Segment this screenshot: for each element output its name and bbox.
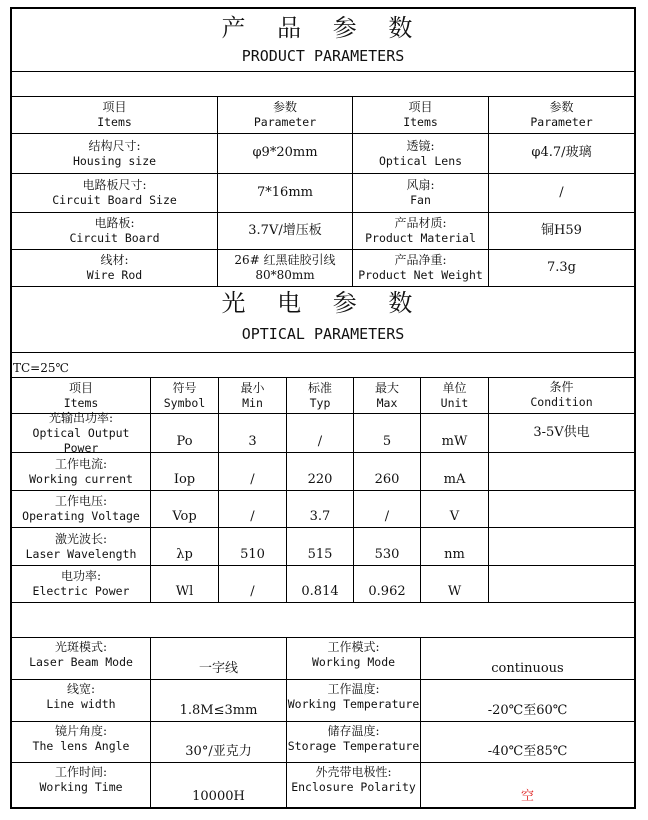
optical-condition-value xyxy=(489,528,634,565)
mode-value-right: 空 xyxy=(520,788,534,804)
wire-rod-value-line1: 26# 红黑硅胶引线 xyxy=(234,253,336,267)
item-cn: 工作电压: xyxy=(54,494,108,509)
header-cn: 参数 xyxy=(272,100,297,115)
header-en: Min xyxy=(242,395,263,410)
optical-typ-value: 515 xyxy=(307,546,333,562)
divider xyxy=(12,602,634,603)
table-row-lens-item xyxy=(353,134,488,173)
header-en: Parameter xyxy=(253,115,317,130)
header-items-2 xyxy=(353,97,488,133)
item-cn: 电路板尺寸: xyxy=(82,178,147,193)
mode-row-item-left xyxy=(12,763,150,807)
item-cn: 外壳带电极性: xyxy=(315,765,392,779)
optical-min-value: / xyxy=(250,583,255,599)
optical-max-value: 260 xyxy=(374,471,400,487)
item-en: Product Material xyxy=(365,231,476,246)
item-cn: 光输出功率: xyxy=(48,411,114,426)
item-cn: 储存温度: xyxy=(327,724,380,738)
optical-header-typ xyxy=(287,378,353,413)
optical-row-item xyxy=(12,491,150,527)
item-en: Optical Output Power xyxy=(32,426,130,455)
optical-min-value: / xyxy=(250,508,255,524)
item-cn: 线宽: xyxy=(66,682,96,696)
header-cn: 项目 xyxy=(408,100,433,115)
optical-unit-value: V xyxy=(449,508,460,524)
header-en: Items xyxy=(403,115,438,130)
table-row-wire-item xyxy=(12,250,217,286)
optical-header-max xyxy=(354,378,420,413)
table-row-housing-item xyxy=(12,134,217,173)
item-cn: 光斑模式: xyxy=(54,640,108,654)
item-cn: 产品材质: xyxy=(394,216,447,231)
mode-row-item-left xyxy=(12,722,150,762)
header-en: Symbol xyxy=(163,395,206,410)
item-en: Laser Beam Mode xyxy=(29,655,133,669)
optical-condition-value xyxy=(489,566,634,602)
header-cn: 标准 xyxy=(307,380,332,395)
item-en: Storage Temperature xyxy=(287,739,420,753)
item-en: Working Time xyxy=(39,780,123,794)
mode-row-item-right xyxy=(287,680,420,721)
optical-typ-value: 3.7 xyxy=(309,508,331,524)
item-en: Optical Lens xyxy=(378,153,463,168)
item-cn: 产品净重: xyxy=(394,253,447,268)
item-en: Working current xyxy=(29,471,133,486)
header-cn: 符号 xyxy=(172,380,197,395)
optical-row-item xyxy=(12,411,150,455)
header-en: Max xyxy=(376,395,398,410)
item-cn: 结构尺寸: xyxy=(88,138,141,153)
header-cn: 最小 xyxy=(240,380,265,395)
product-title-en-text: PRODUCT PARAMETERS xyxy=(241,46,405,65)
optical-symbol-value: Po xyxy=(176,433,193,449)
item-en: Working Temperature xyxy=(287,697,420,711)
item-en: Electric Power xyxy=(32,584,130,599)
header-cn: 参数 xyxy=(549,100,574,115)
table-row-board-size-item xyxy=(12,174,217,212)
item-en: The lens Angle xyxy=(32,739,130,753)
item-cn: 工作电流: xyxy=(54,456,108,471)
item-en: Working Mode xyxy=(311,655,396,669)
item-en: Circuit Board xyxy=(69,231,160,246)
mode-value-left: 30°/亚克力 xyxy=(185,743,252,759)
item-en: Enclosure Polarity xyxy=(291,780,416,794)
header-cn: 单位 xyxy=(442,380,467,395)
item-en: Wire Rod xyxy=(86,268,143,283)
mode-row-item-right xyxy=(287,722,420,762)
mode-value-left: 一字线 xyxy=(198,660,238,676)
optical-min-value: 3 xyxy=(248,433,257,449)
optical-title-en-text: OPTICAL PARAMETERS xyxy=(241,324,405,343)
divider xyxy=(12,352,634,353)
optical-row-item xyxy=(12,528,150,565)
item-cn: 线材: xyxy=(100,253,129,268)
housing-size-value: φ9*20mm xyxy=(252,145,318,161)
header-parameter-1 xyxy=(218,97,352,133)
optical-unit-value: mW xyxy=(441,433,468,449)
item-en: Line width xyxy=(46,697,116,711)
item-cn: 电功率: xyxy=(60,569,102,584)
item-cn: 电路板: xyxy=(94,216,135,231)
mode-row-item-right xyxy=(287,638,420,679)
optical-lens-value: φ4.7/玻璃 xyxy=(531,145,592,161)
optical-title-cn-text: 光 电 参 数 xyxy=(221,289,425,317)
mode-value-right: -40℃至85℃ xyxy=(487,743,568,759)
header-items-1 xyxy=(12,97,217,133)
item-en: Product Net Weight xyxy=(358,268,483,283)
item-en: Circuit Board Size xyxy=(52,193,177,208)
mode-row-item-right xyxy=(287,763,420,807)
item-cn: 风扇: xyxy=(406,178,435,193)
header-en: Condition xyxy=(530,395,593,409)
optical-unit-value: nm xyxy=(444,546,465,562)
product-title-en xyxy=(12,45,634,67)
header-en: Unit xyxy=(440,395,469,410)
item-cn: 激光波长: xyxy=(54,531,108,546)
wire-rod-value xyxy=(218,250,352,286)
optical-symbol-value: Vop xyxy=(172,508,197,524)
mode-value-left: 10000H xyxy=(192,788,245,804)
header-en: Parameter xyxy=(530,115,593,130)
optical-title-en xyxy=(12,322,634,346)
mode-value-left: 1.8M≤3mm xyxy=(179,702,258,718)
optical-row-item xyxy=(12,453,150,490)
item-cn: 工作模式: xyxy=(327,640,380,654)
mode-row-item-left xyxy=(12,638,150,679)
item-en: Laser Wavelength xyxy=(25,546,137,561)
net-weight-value: 7.3g xyxy=(547,259,576,275)
fan-value: / xyxy=(559,184,564,200)
item-cn: 工作温度: xyxy=(327,682,380,696)
header-en: Items xyxy=(97,115,132,130)
optical-min-value: / xyxy=(250,471,255,487)
optical-max-value: 5 xyxy=(382,433,392,449)
item-en: Operating Voltage xyxy=(22,509,140,524)
item-cn: 工作时间: xyxy=(54,765,108,779)
table-row-fan-item xyxy=(353,174,488,212)
optical-condition-value xyxy=(489,491,634,527)
divider xyxy=(12,71,634,72)
optical-header-symbol xyxy=(151,378,218,413)
optical-header-condition xyxy=(489,378,634,413)
optical-unit-value: W xyxy=(447,583,462,599)
header-cn: 条件 xyxy=(549,380,574,394)
header-cn: 最大 xyxy=(374,380,399,395)
item-cn: 镜片角度: xyxy=(54,724,108,738)
header-en: Typ xyxy=(309,395,331,410)
header-cn: 项目 xyxy=(68,380,93,395)
item-en: Housing size xyxy=(72,153,157,168)
wire-rod-value-line2: 80*80mm xyxy=(255,268,315,282)
optical-max-value: / xyxy=(384,508,390,524)
optical-header-unit xyxy=(421,378,488,413)
optical-header-min xyxy=(219,378,286,413)
item-en: Fan xyxy=(410,193,431,208)
optical-typ-value: 0.814 xyxy=(301,583,339,599)
header-en: Items xyxy=(63,395,99,410)
optical-symbol-value: Iop xyxy=(173,471,196,487)
product-title-cn-text: 产 品 参 数 xyxy=(221,14,425,42)
mode-value-right: -20℃至60℃ xyxy=(487,702,568,718)
table-row-material-item xyxy=(353,213,488,249)
optical-max-value: 530 xyxy=(374,546,400,562)
optical-row-item xyxy=(12,566,150,602)
mode-value-right: continuous xyxy=(491,660,564,676)
table-row-weight-item xyxy=(353,250,488,286)
header-cn: 项目 xyxy=(102,100,127,115)
optical-condition-value xyxy=(489,453,634,490)
table-row-board-item xyxy=(12,213,217,249)
circuit-board-value: 3.7V/增压板 xyxy=(248,222,322,238)
optical-title-cn xyxy=(12,287,634,319)
temperature-condition-note: TC=25℃ xyxy=(13,361,69,375)
product-title-cn xyxy=(12,13,634,43)
optical-min-value: 510 xyxy=(240,546,265,562)
circuit-board-size-value: 7*16mm xyxy=(257,184,313,200)
optical-max-value: 0.962 xyxy=(368,583,406,599)
mode-row-item-left xyxy=(12,680,150,721)
optical-unit-value: mA xyxy=(443,471,466,487)
optical-condition-value: 3-5V供电 xyxy=(533,424,590,440)
header-parameter-2 xyxy=(489,97,634,133)
optical-symbol-value: Wl xyxy=(175,583,194,599)
parameter-sheet xyxy=(10,7,636,809)
optical-typ-value: 220 xyxy=(307,471,333,487)
product-material-value: 铜H59 xyxy=(541,222,582,238)
optical-header-items xyxy=(12,378,150,413)
optical-symbol-value: λp xyxy=(176,546,193,562)
optical-typ-value: / xyxy=(317,433,323,449)
item-cn: 透镜: xyxy=(406,138,435,153)
